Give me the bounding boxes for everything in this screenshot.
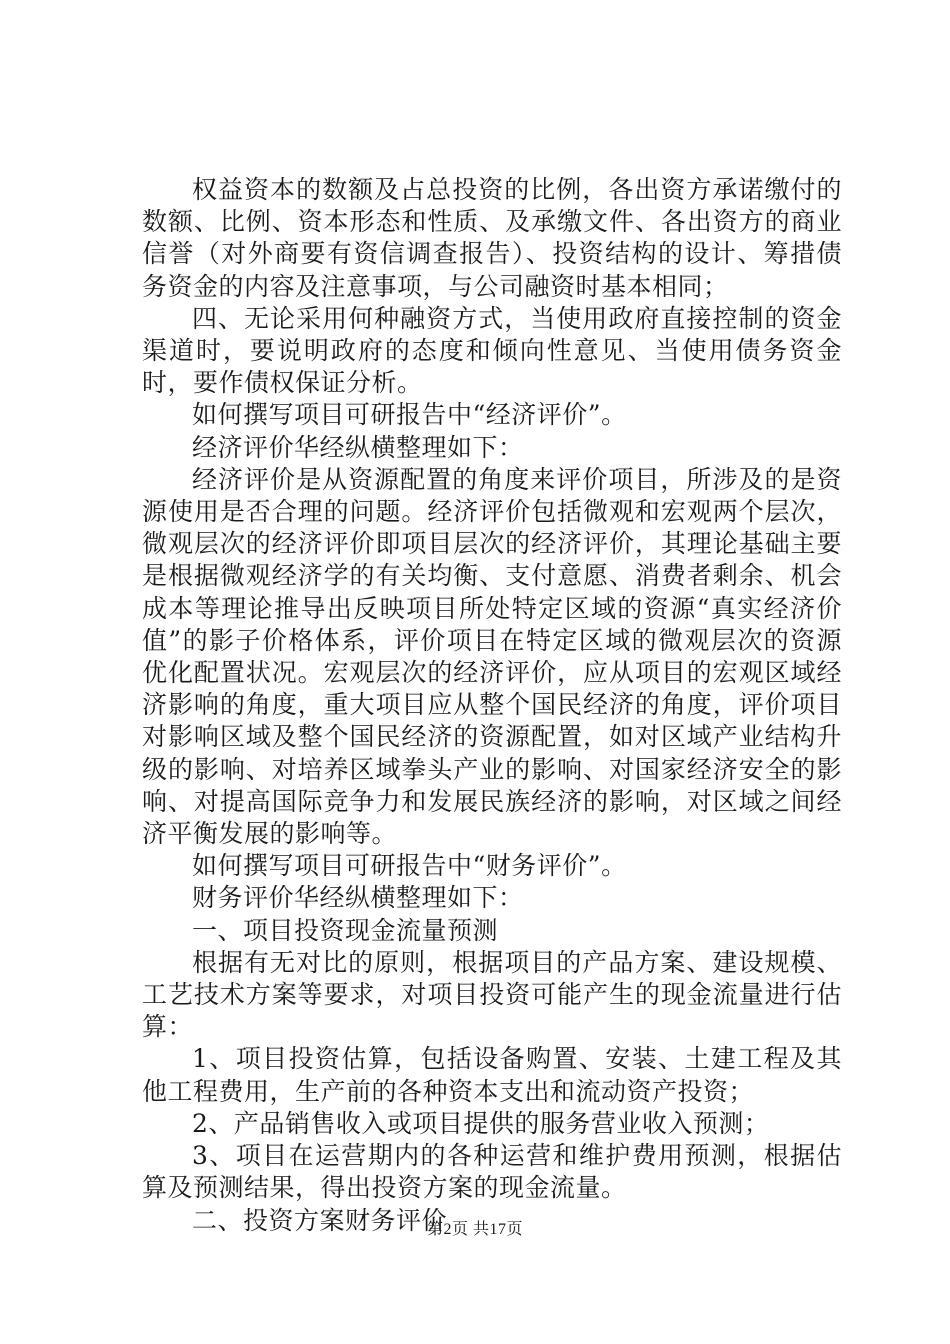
page-footer: 第2页 共17页 <box>426 1221 523 1238</box>
section-cash-flow-forecast: 一、项目投资现金流量预测 <box>192 915 499 945</box>
subheading-economic-evaluation: 经济评价华经纵横整理如下： <box>192 432 524 462</box>
document-body <box>142 174 842 1237</box>
list-item-operating-cost-forecast: 3、项目在运营期内的各种运营和维护费用预测，根据估算及预测结果，得出投资方案的现金流量。 <box>142 1141 842 1203</box>
list-item-investment-estimate: 1、项目投资估算，包括设备购置、安装、土建工程及其他工程费用，生产前的各种资本支出和流动资产投资； <box>142 1044 842 1106</box>
heading-financial-evaluation: 如何撰写项目可研报告中“财务评价”。 <box>192 851 627 881</box>
paragraph-economic-evaluation: 经济评价是从资源配置的角度来评价项目，所涉及的是资源使用是否合理的问题。经济评价包括微观和宏观两个层次，微观层次的经济评价即项目层次的经济评价，其理论基础主要是根据微观经济学的有关均衡、支付意愿、消费者剩余、机会成本等理论推导出反映项目所处特定区域的资源“真实经济价值”的影子价格体系，评价项目在特定区域的微观层次的资源优化配置状况。宏观层次的经济评价，应从项目的宏观区域经济影响的角度，重大项目应从整个国民经济的角度，评价项目对影响区域及整个国民经济的资源配置，如对区域产业结构升级的影响、对培养区域拳头产业的影响、对国家经济安全的影响、对提高国际竞争力和发展民族经济的影响，对区域之间经济平衡发展的影响等。 <box>142 464 842 849</box>
paragraph-equity-capital: 权益资本的数额及占总投资的比例，各出资方承诺缴付的数额、比例、资本形态和性质、及承缴文件、各出资方的商业信誉（对外商要有资信调查报告）、投资结构的设计、筹措债务资金的内容及注意事项，与公司融资时基本相同； <box>142 175 842 301</box>
paragraph-cash-flow-principle: 根据有无对比的原则，根据项目的产品方案、建设规模、工艺技术方案等要求，对项目投资可能产生的现金流量进行估算： <box>142 947 842 1042</box>
paragraph-financing-channels: 四、无论采用何种融资方式，当使用政府直接控制的资金渠道时，要说明政府的态度和倾向性意见、当使用债务资金时，要作债权保证分析。 <box>142 303 842 398</box>
section-investment-financial-evaluation: 二、投资方案财务评价 <box>192 1205 448 1235</box>
list-item-revenue-forecast: 2、产品销售收入或项目提供的服务营业收入预测； <box>192 1108 770 1138</box>
subheading-financial-evaluation: 财务评价华经纵横整理如下： <box>192 883 524 913</box>
heading-economic-evaluation: 如何撰写项目可研报告中“经济评价”。 <box>192 400 627 430</box>
